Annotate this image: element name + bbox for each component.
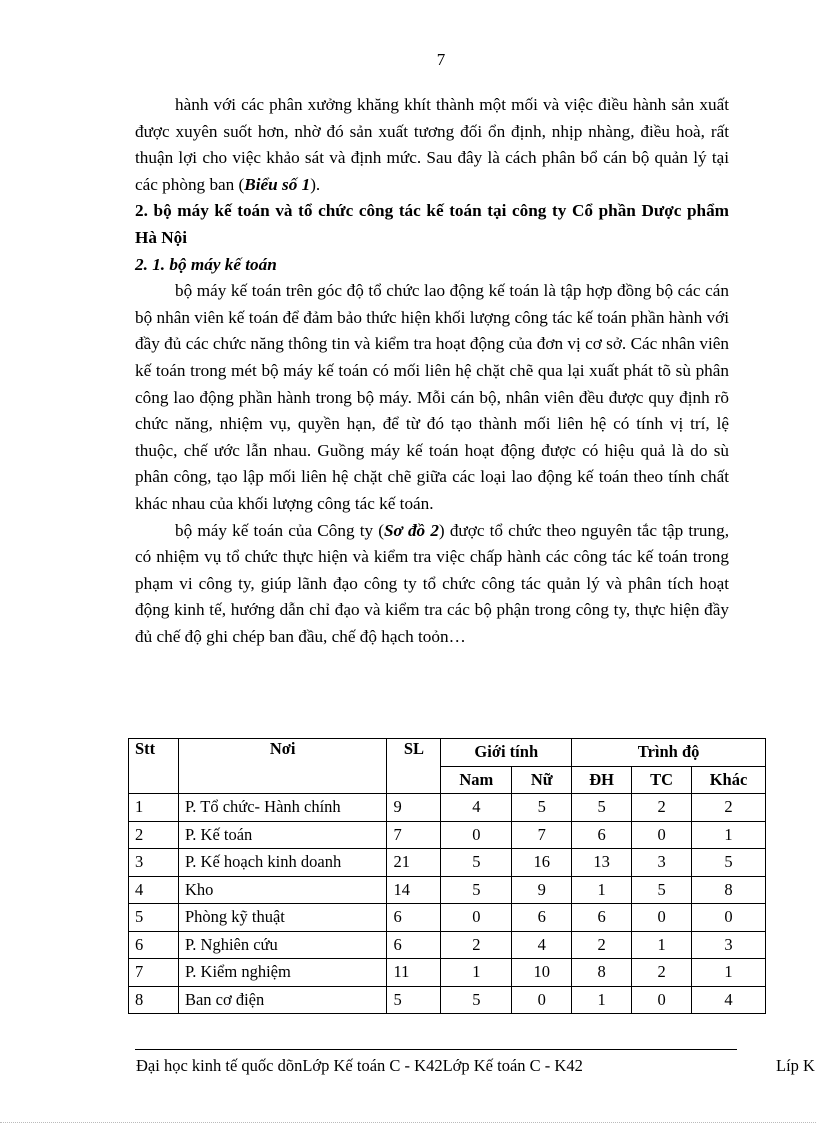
subsection-heading: 2. 1. bộ máy kế toán — [135, 254, 277, 274]
header-khac: Khác — [692, 766, 766, 794]
cell-dh: 1 — [572, 876, 632, 904]
cell-nam: 5 — [441, 986, 512, 1014]
diagram-reference: Sơ đồ 2 — [384, 520, 439, 540]
paragraph-3-start: bộ máy kế toán của Công ty ( — [175, 520, 384, 540]
cell-dh: 6 — [572, 821, 632, 849]
footer-divider — [135, 1049, 737, 1050]
cell-nu: 4 — [512, 931, 572, 959]
cell-stt: 4 — [129, 876, 179, 904]
cell-sl: 11 — [387, 959, 441, 987]
cell-sl: 6 — [387, 904, 441, 932]
footer-text: Đại học kinh tế quốc dõnLớp Kế toán C - K42Lớp Kế toán C - K42 — [136, 1056, 583, 1075]
cell-noi: Kho — [178, 876, 387, 904]
section-heading: 2. bộ máy kế toán và tổ chức công tác kế toán tại công ty Cổ phần Dược phẩm Hà Nội — [135, 201, 729, 247]
cell-dh: 6 — [572, 904, 632, 932]
cell-stt: 5 — [129, 904, 179, 932]
header-gioi-tinh: Giới tính — [441, 739, 572, 767]
cell-noi: Ban cơ điện — [178, 986, 387, 1014]
header-noi: Nơi — [178, 739, 387, 794]
table-row — [129, 904, 766, 932]
table-row — [129, 959, 766, 987]
cell-sl: 14 — [387, 876, 441, 904]
cell-stt: 2 — [129, 821, 179, 849]
table-row — [129, 931, 766, 959]
cell-sl: 6 — [387, 931, 441, 959]
table-reference: Biểu số 1 — [244, 174, 311, 194]
cell-nam: 0 — [441, 904, 512, 932]
cell-nu: 16 — [512, 849, 572, 877]
cell-noi: Phòng kỹ thuật — [178, 904, 387, 932]
cell-khac: 1 — [692, 959, 766, 987]
cell-khac: 5 — [692, 849, 766, 877]
cell-nam: 4 — [441, 794, 512, 822]
cell-stt: 7 — [129, 959, 179, 987]
cell-stt: 8 — [129, 986, 179, 1014]
cell-khac: 1 — [692, 821, 766, 849]
cell-stt: 6 — [129, 931, 179, 959]
table-row — [129, 986, 766, 1014]
cell-khac: 3 — [692, 931, 766, 959]
table-row — [129, 821, 766, 849]
cell-tc: 2 — [632, 794, 692, 822]
cell-dh: 8 — [572, 959, 632, 987]
header-stt: Stt — [129, 739, 179, 794]
cell-sl: 9 — [387, 794, 441, 822]
paragraph-1 — [135, 92, 729, 198]
paragraph-1-end: ). — [310, 174, 321, 194]
cell-tc: 2 — [632, 959, 692, 987]
cell-tc: 0 — [632, 821, 692, 849]
cell-tc: 1 — [632, 931, 692, 959]
cell-dh: 5 — [572, 794, 632, 822]
paragraph-1-text: hành với các phân xưởng khăng khít thành một mối và việc điều hành sản xuất được xuyên suốt hơn, nhờ đó sản xuất tương đối ổn định, nhịp nhàng, điều hoà, rất thuận lợi cho việc khảo sát và định mức. Sau đây là cách phân bổ cán bộ quản lý tại các phòng ban ( — [135, 95, 729, 194]
cell-dh: 13 — [572, 849, 632, 877]
header-sl: SL — [387, 739, 441, 794]
cell-dh: 1 — [572, 986, 632, 1014]
cell-tc: 5 — [632, 876, 692, 904]
table-row — [129, 849, 766, 877]
cell-stt: 3 — [129, 849, 179, 877]
cell-tc: 3 — [632, 849, 692, 877]
header-tc: TC — [632, 766, 692, 794]
page-number: 7 — [436, 50, 446, 69]
paragraph-3-rest: ) được tổ chức theo nguyên tắc tập trung, có nhiệm vụ tổ chức thực hiện và kiểm tra việc chấp hành các công tác kế toán trong phạm vi công ty, giúp lãnh đạo công ty tổ chức công tác quản lý và phân tích hoạt động kinh tế, hướng dẫn chỉ đạo và kiểm tra các bộ phận trong công ty, thực hiện đầy đủ chế độ ghi chép ban đầu, chế độ hạch toỏn… — [135, 520, 729, 646]
table-header-row — [129, 739, 766, 767]
cell-khac: 2 — [692, 794, 766, 822]
cell-noi: P. Tổ chức- Hành chính — [178, 794, 387, 822]
cell-noi: P. Nghiên cứu — [178, 931, 387, 959]
cell-sl: 7 — [387, 821, 441, 849]
cell-nam: 5 — [441, 849, 512, 877]
cell-stt: 1 — [129, 794, 179, 822]
footer-right-text: Líp K — [776, 1056, 815, 1075]
cell-nam: 0 — [441, 821, 512, 849]
cell-nam: 5 — [441, 876, 512, 904]
cell-khac: 8 — [692, 876, 766, 904]
cell-tc: 0 — [632, 904, 692, 932]
cell-nu: 7 — [512, 821, 572, 849]
cell-khac: 0 — [692, 904, 766, 932]
cell-tc: 0 — [632, 986, 692, 1014]
header-nam: Nam — [441, 766, 512, 794]
cell-nu: 6 — [512, 904, 572, 932]
header-dh: ĐH — [572, 766, 632, 794]
cell-noi: P. Kế toán — [178, 821, 387, 849]
cell-sl: 5 — [387, 986, 441, 1014]
cell-nu: 9 — [512, 876, 572, 904]
cell-nu: 0 — [512, 986, 572, 1014]
cell-sl: 21 — [387, 849, 441, 877]
cell-nam: 1 — [441, 959, 512, 987]
header-nu: Nữ — [512, 766, 572, 794]
table-row — [129, 794, 766, 822]
cell-khac: 4 — [692, 986, 766, 1014]
cell-nu: 5 — [512, 794, 572, 822]
paragraph-2: bộ máy kế toán trên góc độ tổ chức lao động kế toán là tập hợp đồng bộ các cán bộ nhân viên kế toán để đảm bảo thức hiện khối lượng công tác kế toán phần hành với đầy đủ các chức năng thông tin và kiểm tra hoạt động của đơn vị cơ sở. Các nhân viên kế toán trong mét bộ máy kế toán có mối liên hệ chặt chẽ qua lại xuất phát tõ sù phân công lao động phần hành trong bộ máy. Mỗi cán bộ, nhân viên đều được quy định rõ chức năng, nhiệm vụ, quyền hạn, để từ đó tạo thành mối liên hệ có tính vị trí, lệ thuộc, chế ước lẫn nhau. Guồng máy kế toán hoạt động được có hiệu quả là do sù phân công, tạo lập mối liên hệ chặt chẽ giữa các loại lao động kế toán theo tính chất khác nhau của khối lượng công tác kế toán. — [135, 281, 729, 513]
cell-dh: 2 — [572, 931, 632, 959]
cell-noi: P. Kế hoạch kinh doanh — [178, 849, 387, 877]
cell-nam: 2 — [441, 931, 512, 959]
staff-table — [128, 738, 766, 1014]
cell-nu: 10 — [512, 959, 572, 987]
table-row — [129, 876, 766, 904]
header-trinh-do: Trình độ — [572, 739, 766, 767]
paragraph-3 — [135, 518, 729, 651]
document-body — [135, 92, 729, 650]
cell-noi: P. Kiểm nghiệm — [178, 959, 387, 987]
